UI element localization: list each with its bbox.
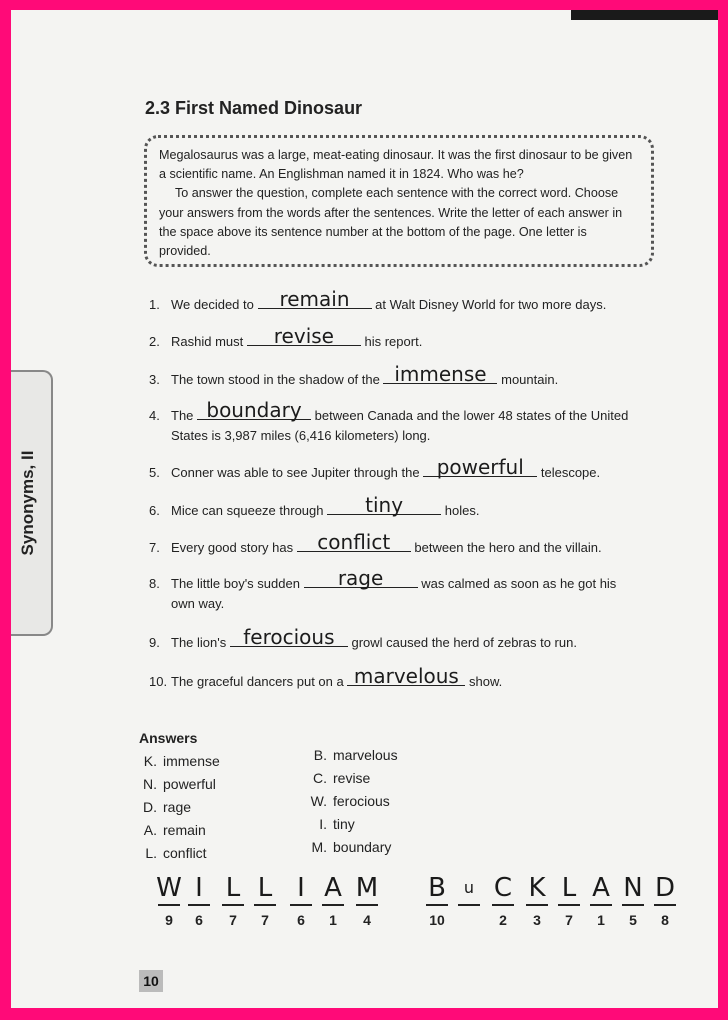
- answer-option: C. revise: [313, 770, 371, 786]
- answer-blank-9[interactable]: [230, 625, 348, 649]
- code-slot[interactable]: I 6: [185, 872, 213, 928]
- handwritten-answer-4: boundary: [206, 398, 302, 422]
- code-slot[interactable]: A 1: [319, 872, 347, 928]
- top-edge-stripe: [571, 10, 718, 20]
- handwritten-answer-6: tiny: [365, 493, 404, 517]
- page-number: 10: [139, 970, 163, 992]
- answer-option: A. remain: [143, 822, 206, 838]
- question-9: 9. The lion's ferocious growl caused the herd of zebras to run.: [149, 625, 577, 650]
- code-slot[interactable]: N 5: [623, 873, 643, 928]
- code-slot-given: u: [455, 872, 483, 912]
- answer-option: N. powerful: [143, 776, 216, 792]
- worksheet-page: [11, 10, 718, 1008]
- handwritten-answer-5: powerful: [436, 455, 524, 479]
- answer-option: L. conflict: [145, 845, 207, 861]
- side-tab-label: Synonyms, II: [18, 450, 37, 556]
- handwritten-answer-9: ferocious: [243, 625, 335, 649]
- answer-option: I. tiny: [319, 816, 355, 832]
- question-1: 1. We decided to remain at Walt Disney World for two more days.: [149, 287, 607, 312]
- code-slot[interactable]: L 7: [251, 872, 279, 928]
- answer-option: K. immense: [143, 753, 220, 769]
- intro-paragraph-2: To answer the question, complete each sentence with the correct word. Choose your answers from the words after the sentences. Write the letter of each answer in the space above its sentence number at the bottom of the page. One letter is provided.: [159, 186, 623, 259]
- handwritten-answer-10: marvelous: [353, 664, 459, 688]
- question-6: 6. Mice can squeeze through tiny holes.: [149, 493, 480, 518]
- question-10: 10. The graceful dancers put on a marvelous show.: [149, 664, 503, 689]
- answer-option: W. ferocious: [310, 793, 390, 809]
- code-slot[interactable]: D 8: [654, 873, 676, 928]
- answer-blank-4[interactable]: [197, 398, 311, 422]
- intro-paragraph-1: Megalosaurus was a large, meat-eating dinosaur. It was the first dinosaur to be given a scientific name. An Englishman named it in 1824. Who was he?: [159, 148, 633, 182]
- intro-box: [144, 135, 654, 267]
- code-slot[interactable]: M 4: [355, 873, 379, 928]
- answer-blank-3[interactable]: [383, 362, 497, 386]
- answer-blank-6[interactable]: [327, 493, 441, 517]
- question-7: 7. Every good story has conflict between the hero and the villain.: [149, 530, 602, 555]
- answer-option: B. marvelous: [313, 747, 398, 763]
- answer-blank-10[interactable]: [347, 664, 465, 688]
- code-slot[interactable]: A 1: [587, 872, 615, 928]
- question-3: 3. The town stood in the shadow of the immense mountain.: [149, 362, 559, 387]
- answer-blank-1[interactable]: [258, 287, 372, 311]
- code-slot[interactable]: K 3: [523, 872, 551, 928]
- answer-option: D. rage: [143, 799, 192, 815]
- code-slot[interactable]: L 7: [555, 872, 583, 928]
- code-slot[interactable]: W 9: [156, 873, 182, 928]
- code-slot[interactable]: B 10: [423, 872, 451, 928]
- question-8: 8. The little boy's sudden rage was calmed as soon as he got his own way.: [149, 566, 617, 611]
- side-tab: [11, 370, 53, 636]
- question-5: 5. Conner was able to see Jupiter through the powerful telescope.: [149, 455, 601, 480]
- answers-heading: Answers: [139, 730, 198, 746]
- handwritten-answer-7: conflict: [317, 530, 391, 554]
- handwritten-answer-2: revise: [273, 324, 334, 348]
- handwritten-answer-1: remain: [279, 287, 350, 311]
- handwritten-answer-8: rage: [337, 566, 384, 590]
- handwritten-answer-3: immense: [394, 362, 487, 386]
- code-slot[interactable]: C 2: [493, 873, 513, 928]
- answer-option: M. boundary: [311, 839, 392, 855]
- page-title: 2.3 First Named Dinosaur: [145, 98, 363, 118]
- question-2: 2. Rashid must revise his report.: [149, 324, 423, 349]
- answer-blank-2[interactable]: [247, 324, 361, 348]
- answer-blank-8[interactable]: [304, 566, 418, 590]
- answer-blank-7[interactable]: [297, 530, 411, 554]
- question-4: 4. The boundary between Canada and the lower 48 states of the United States is 3,987 miles (6,416 kilometers) long.: [149, 398, 629, 443]
- code-slot[interactable]: L 7: [219, 872, 247, 928]
- code-slot[interactable]: I 6: [287, 872, 315, 928]
- answer-blank-5[interactable]: [423, 455, 537, 479]
